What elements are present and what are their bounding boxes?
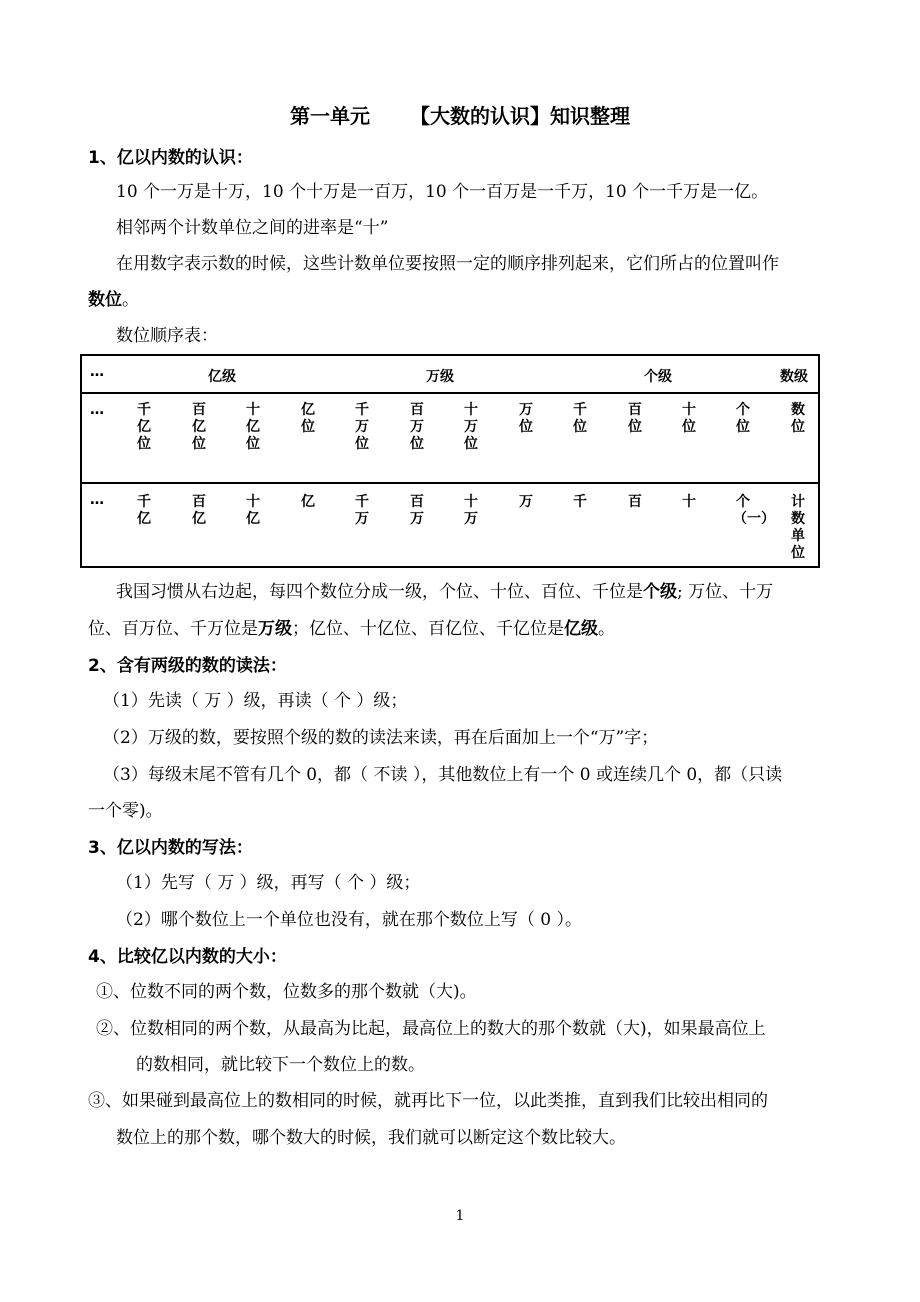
- unit-cell: 百亿: [192, 494, 206, 527]
- group-label: 数级: [780, 369, 808, 385]
- term-shuwei: 数位: [88, 290, 122, 310]
- position-cell: 万位: [519, 402, 533, 435]
- section-2-item-3: （3）每级末尾不管有几个 0，都（ 不读 ），其他数位上有一个 0 或连续几个 0，都（只读: [103, 765, 783, 785]
- levels-text: 我国习惯从右边起，每四个数位分成一级，个位、十位、百位、千位是: [116, 582, 643, 602]
- position-cell: 个位: [736, 402, 750, 435]
- levels-line-2: [88, 617, 615, 641]
- position-cell: 千亿位: [137, 402, 151, 452]
- table-rule-2: [82, 482, 818, 484]
- section-4-item-3-cont: 数位上的那个数，哪个数大的时候，我们就可以断定这个数比较大。: [116, 1128, 626, 1148]
- table-dots: …: [90, 492, 104, 508]
- section-4-item-3: ③、如果碰到最高位上的数相同的时候，就再比下一位，以此类推，直到我们比较出相同的: [88, 1091, 768, 1111]
- unit-cell: 十: [682, 494, 696, 510]
- section-1-para-1: 10 个一万是十万，10 个十万是一百万，10 个一百万是一千万，10 个一千万是一亿。: [116, 182, 769, 202]
- levels-text: 位、百万位、千万位是: [88, 619, 258, 639]
- page-number: 1: [455, 1208, 465, 1224]
- unit-cell: 千万: [355, 494, 369, 527]
- levels-text: ；亿位、十亿位、百亿位、千亿位是: [292, 619, 564, 639]
- position-cell: 亿位: [301, 402, 315, 435]
- group-ge: 个级: [644, 369, 672, 385]
- levels-text: ; 万位、十万: [677, 582, 774, 602]
- table-dots: …: [90, 364, 104, 380]
- section-3-item-1: （1）先写（ 万 ）级，再写（ 个 ）级；: [116, 873, 421, 893]
- unit-cell: 个（一）: [733, 494, 775, 527]
- section-1-para-3-cont: [88, 288, 139, 312]
- section-2-item-1: （1）先读（ 万 ）级，再读（ 个 ）级；: [103, 691, 408, 711]
- section-3-heading: 3、亿以内数的写法：: [88, 838, 253, 858]
- unit-cell: 千: [573, 494, 587, 510]
- position-cell: 百万位: [410, 402, 424, 452]
- position-cell: 千万位: [355, 402, 369, 452]
- unit-cell: 亿: [301, 494, 315, 510]
- unit-cell: 百: [628, 494, 642, 510]
- position-cell: 十亿位: [246, 402, 260, 452]
- term-yi-ji: 亿级: [564, 619, 598, 639]
- position-cell: 数位: [791, 402, 805, 435]
- table-rule-1: [82, 392, 818, 394]
- section-4-heading: 4、比较亿以内数的大小：: [88, 947, 287, 967]
- section-3-item-2: （2）哪个数位上一个单位也没有，就在那个数位上写（ 0 ）。: [116, 910, 582, 930]
- section-4-item-1: ①、位数不同的两个数，位数多的那个数就（大)。: [96, 982, 477, 1002]
- section-4-item-2: ②、位数相同的两个数，从最高为比起，最高位上的数大的那个数就（大)，如果最高位上: [96, 1019, 766, 1039]
- levels-line-1: [116, 580, 773, 604]
- position-cell: 百位: [628, 402, 642, 435]
- section-2-item-2: （2）万级的数，要按照个级的数的读法来读，再在后面加上一个“万”字；: [103, 728, 659, 748]
- unit-cell: 计数单位: [791, 494, 805, 561]
- group-wan: 万级: [426, 369, 454, 385]
- title-unit: 第一单元: [290, 104, 370, 128]
- para-3-end: 。: [122, 290, 139, 310]
- position-cell: 千位: [573, 402, 587, 435]
- table-caption: 数位顺序表：: [116, 326, 218, 346]
- unit-cell: 万: [519, 494, 533, 510]
- section-1-para-3: 在用数字表示数的时候，这些计数单位要按照一定的顺序排列起来，它们所占的位置叫作: [116, 254, 779, 274]
- section-2-heading: 2、含有两级的数的读法：: [88, 656, 287, 676]
- unit-cell: 十万: [464, 494, 478, 527]
- place-value-table: [80, 354, 820, 568]
- position-cell: 十万位: [464, 402, 478, 452]
- levels-text: 。: [598, 619, 615, 639]
- group-yi: 亿级: [208, 369, 236, 385]
- term-ge-ji: 个级: [643, 582, 677, 602]
- section-1-heading: 1、亿以内数的认识：: [88, 148, 253, 168]
- title-topic: 【大数的认识】知识整理: [410, 104, 630, 128]
- unit-cell: 百万: [410, 494, 424, 527]
- position-cell: 百亿位: [192, 402, 206, 452]
- page-title: [0, 100, 920, 129]
- section-1-para-2: 相邻两个计数单位之间的进率是“十”: [116, 218, 389, 238]
- table-dots: …: [90, 402, 104, 418]
- unit-cell: 千亿: [137, 494, 151, 527]
- term-wan-ji: 万级: [258, 619, 292, 639]
- section-4-item-2-cont: 的数相同，就比较下一个数位上的数。: [136, 1055, 425, 1075]
- section-2-item-3-cont: 一个零)。: [88, 801, 163, 821]
- position-cell: 十位: [682, 402, 696, 435]
- unit-cell: 十亿: [246, 494, 260, 527]
